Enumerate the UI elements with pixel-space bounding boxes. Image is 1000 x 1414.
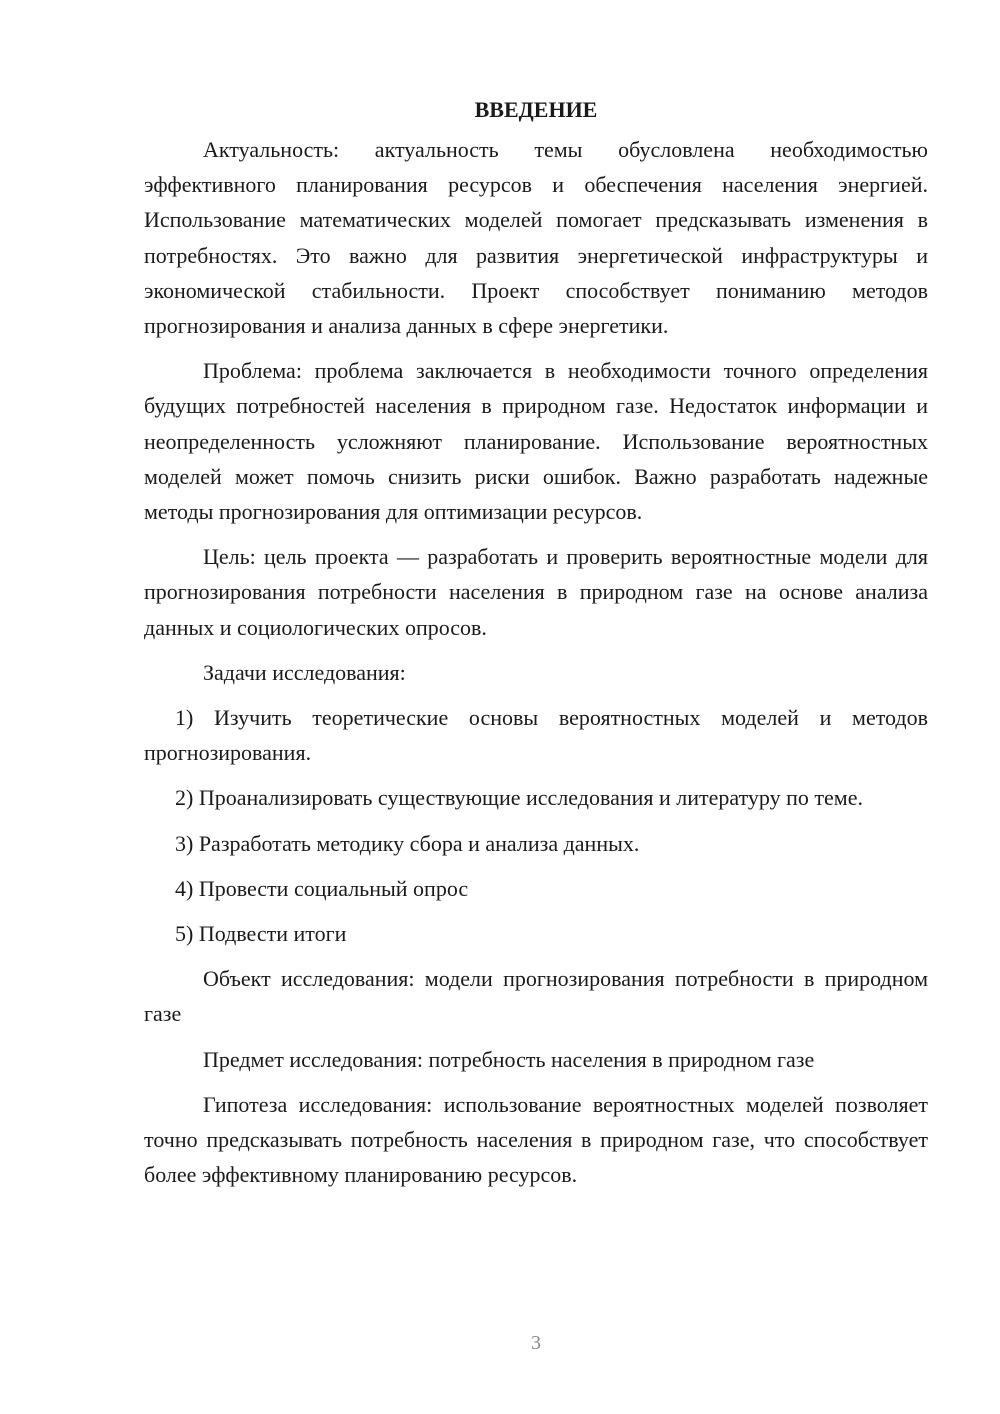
- paragraph-problem: Проблема: проблема заключается в необходимости точного определения будущих потребностей населения в природном газе. Недостаток информации и неопределенность усложняют планирование. Использование вероятностных моделей может помочь снизить риски ошибок. Важно разработать надежные методы прогнозирования для оптимизации ресурсов.: [144, 358, 928, 525]
- task-item: 2) Проанализировать существующие исследования и литературу по теме.: [175, 785, 863, 811]
- page-content: [144, 92, 928, 1202]
- paragraph-relevance: Актуальность: актуальность темы обусловлена необходимостью эффективного планирования ресурсов и обеспечения населения энергией. Использование математических моделей помогает предсказывать изменения в потребностях. Это важно для развития энергетической инфраструктуры и экономической стабильности. Проект способствует пониманию методов прогнозирования и анализа данных в сфере энергетики.: [144, 137, 928, 339]
- page-number: 3: [531, 1332, 541, 1354]
- task-item: 5) Подвести итоги: [175, 921, 347, 947]
- task-item: 1) Изучить теоретические основы вероятностных моделей и методов прогнозирования.: [144, 705, 928, 766]
- paragraph-subject: Предмет исследования: потребность населения в природном газе: [203, 1046, 815, 1072]
- paragraph-hypothesis: Гипотеза исследования: использование вероятностных моделей позволяет точно предсказывать потребность населения в природном газе, что способствует более эффективному планированию ресурсов.: [144, 1091, 928, 1188]
- task-item: 3) Разработать методику сбора и анализа данных.: [175, 830, 640, 856]
- paragraph-goal: Цель: цель проекта — разработать и проверить вероятностные модели для прогнозирования потребности населения в природном газе на основе анализа данных и социологических опросов.: [144, 544, 928, 640]
- task-item: 4) Провести социальный опрос: [175, 875, 469, 901]
- section-title: ВВЕДЕНИЕ: [474, 97, 598, 122]
- tasks-heading: Задачи исследования:: [203, 659, 406, 685]
- paragraph-object: Объект исследования: модели прогнозирования потребности в природном газе: [144, 966, 928, 1027]
